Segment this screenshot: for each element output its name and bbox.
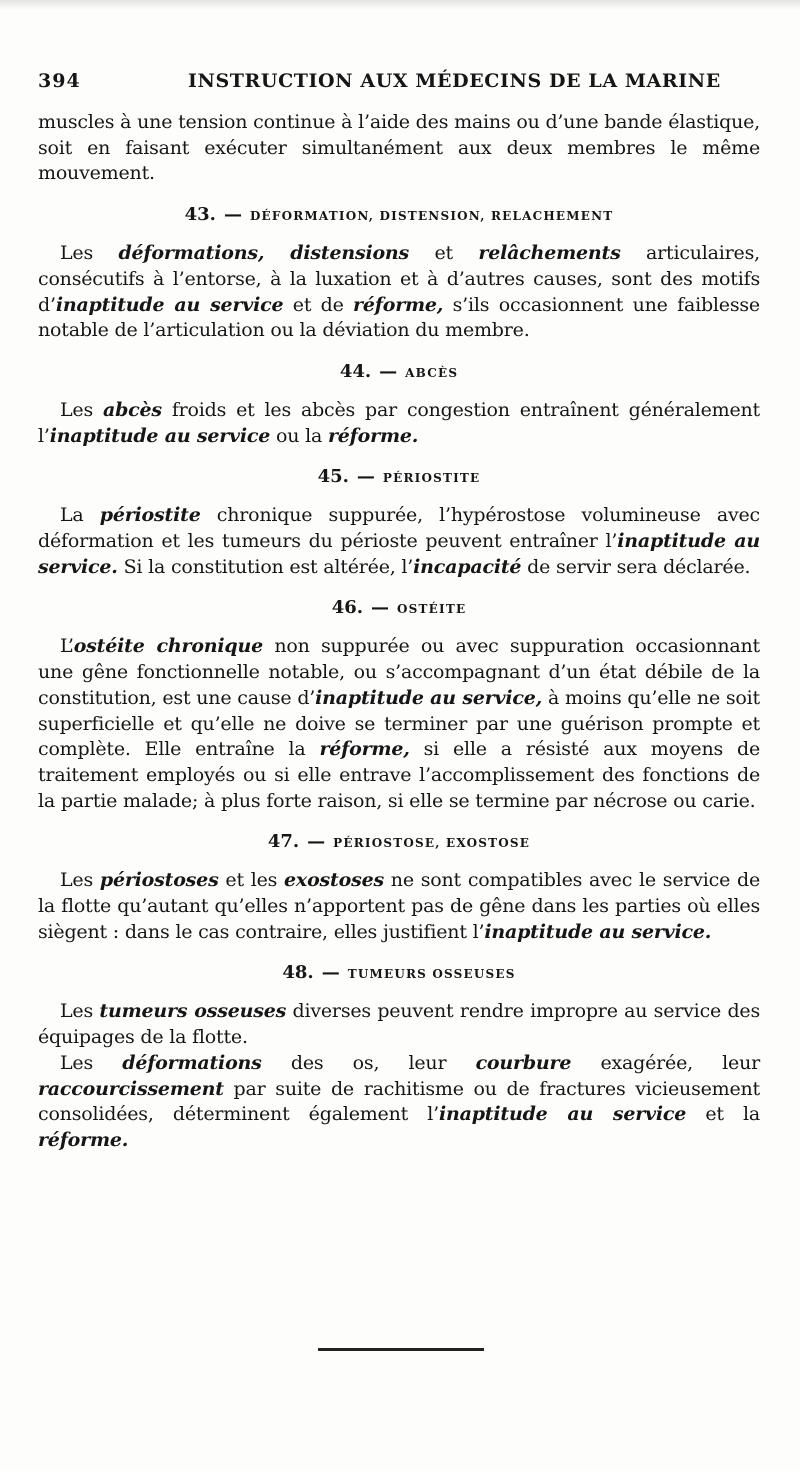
paragraph-46 (38, 634, 760, 814)
text-run: exagérée, leur (571, 1051, 761, 1074)
text-run: non suppurée ou avec suppuration occasionnant une gêne fonctionnelle notable, ou s’accompagnant d’un état débile de la constitution, est une cause d’ (38, 635, 760, 709)
text-run: La (60, 504, 100, 527)
paragraph-47 (38, 868, 760, 945)
emphasis: abcès (102, 398, 162, 421)
emphasis: ostéite chronique (73, 635, 264, 658)
text-run: L’ (60, 635, 74, 658)
text-run: chronique suppurée, l’hypérostose volumineuse avec déformation et les tumeurs du périoste peuvent entraîner l’ (38, 504, 760, 553)
section-title: PÉRIOSTOSE, EXOSTOSE (333, 836, 531, 851)
text-run: Les (60, 398, 103, 421)
emphasis: inaptitude au service (49, 424, 271, 447)
section-dash: — (371, 597, 390, 619)
emphasis: relâchements (478, 242, 621, 265)
text-run: Les (60, 1051, 123, 1074)
text-run: ou la (270, 424, 328, 447)
emphasis: courbure (475, 1051, 572, 1074)
section-heading-47 (38, 828, 760, 856)
section-dash: — (307, 831, 326, 853)
emphasis: inaptitude au service. (484, 920, 712, 943)
section-heading-45 (38, 463, 760, 491)
text-run: et la (686, 1103, 760, 1126)
section-title: TUMEURS OSSEUSES (347, 967, 516, 982)
emphasis: inaptitude au service, (315, 686, 543, 709)
emphasis: réforme, (353, 293, 444, 316)
emphasis: inaptitude au service. (38, 530, 760, 578)
emphasis: réforme. (38, 1128, 129, 1151)
emphasis: déformations, distensions (118, 242, 410, 265)
section-title: ABCÈS (405, 365, 459, 380)
section-number: 45. (317, 466, 349, 488)
section-dash: — (356, 466, 375, 488)
section-number: 47. (267, 831, 300, 853)
emphasis: raccourcissement (38, 1077, 224, 1100)
emphasis: réforme, (319, 738, 410, 761)
intro-paragraph: muscles à une tension continue à l’aide des mains ou d’une bande élastique, soit en faisant exécuter simultanément aux deux membres le même mouvement. (38, 111, 760, 185)
paragraph-45 (38, 503, 760, 580)
page-top-edge (0, 0, 800, 10)
paragraph-48-b (38, 1051, 760, 1154)
text-run: à moins qu’elle ne soit superficielle et qu’elle ne doive se terminer par une guérison prompte et complète. Elle entraîne la (38, 686, 760, 761)
text-run: et les (218, 869, 285, 892)
text-run: si elle a résisté aux moyens de traitement employés ou si elle entrave l’accomplissement des fonctions de la partie malade; à plus forte raison, si elle se termine par nécrose ou carie. (38, 738, 760, 812)
emphasis: périostite (99, 504, 201, 527)
page-number: 394 (38, 70, 81, 92)
section-heading-43 (38, 201, 760, 229)
paragraph-48-a (38, 999, 760, 1050)
section-number: 43. (184, 204, 216, 226)
page-header (38, 70, 760, 98)
text-run: s’ils occasionnent une faiblesse notable de l’articulation ou la déviation du membre. (38, 293, 760, 342)
section-title: OSTÉITE (397, 602, 467, 617)
text-run: froids et les abcès par congestion entraînent généralement l’ (38, 398, 760, 447)
text-run: articulaires, consécutifs à l’entorse, à la luxation et à d’autres causes, sont des motifs d’ (38, 242, 760, 316)
emphasis: inaptitude au service (438, 1103, 687, 1126)
text-run: ne sont compatibles avec le service de la flotte qu’autant qu’elles n’apportent pas de gêne dans les parties où elles siègent : dans le cas contraire, elles justifient l’ (38, 869, 760, 943)
text-run: Si la constitution est altérée, l’ (117, 555, 414, 578)
section-title: PÉRIOSTITE (382, 471, 481, 486)
section-heading-48 (38, 959, 760, 987)
emphasis: inaptitude au service (55, 293, 284, 316)
text-run: et (409, 242, 479, 265)
text-run: Les (60, 869, 100, 892)
page-body (38, 110, 760, 1154)
paragraph-44 (38, 398, 760, 449)
end-rule (318, 1348, 484, 1351)
text-run: et de (283, 293, 354, 316)
text-run: Les (60, 1000, 100, 1023)
section-number: 44. (339, 360, 372, 382)
text-run: diverses peuvent rendre impropre au service des équipages de la flotte. (38, 1000, 760, 1049)
emphasis: périostoses (99, 869, 219, 892)
section-heading-44 (38, 358, 760, 386)
emphasis: réforme. (327, 424, 419, 447)
section-dash: — (379, 360, 398, 382)
section-number: 48. (282, 962, 314, 984)
text-run: des os, leur (261, 1051, 476, 1074)
emphasis: déformations (122, 1051, 262, 1074)
section-dash: — (321, 962, 340, 984)
text-run: par suite de rachitisme ou de fractures vicieusement consolidées, déterminent également l’ (38, 1077, 760, 1126)
section-title: DÉFORMATION, DISTENSION, RELACHEMENT (249, 209, 614, 224)
section-dash: — (223, 204, 242, 226)
emphasis: exostoses (284, 869, 384, 892)
section-number: 46. (331, 597, 364, 619)
section-heading-46 (38, 594, 760, 622)
paragraph-43 (38, 241, 760, 344)
emphasis: tumeurs osseuses (99, 1000, 287, 1023)
text-run: Les (60, 242, 119, 265)
running-title: INSTRUCTION AUX MÉDECINS DE LA MARINE (188, 70, 721, 92)
emphasis: incapacité (413, 555, 522, 578)
text-run: de servir sera déclarée. (521, 555, 751, 578)
